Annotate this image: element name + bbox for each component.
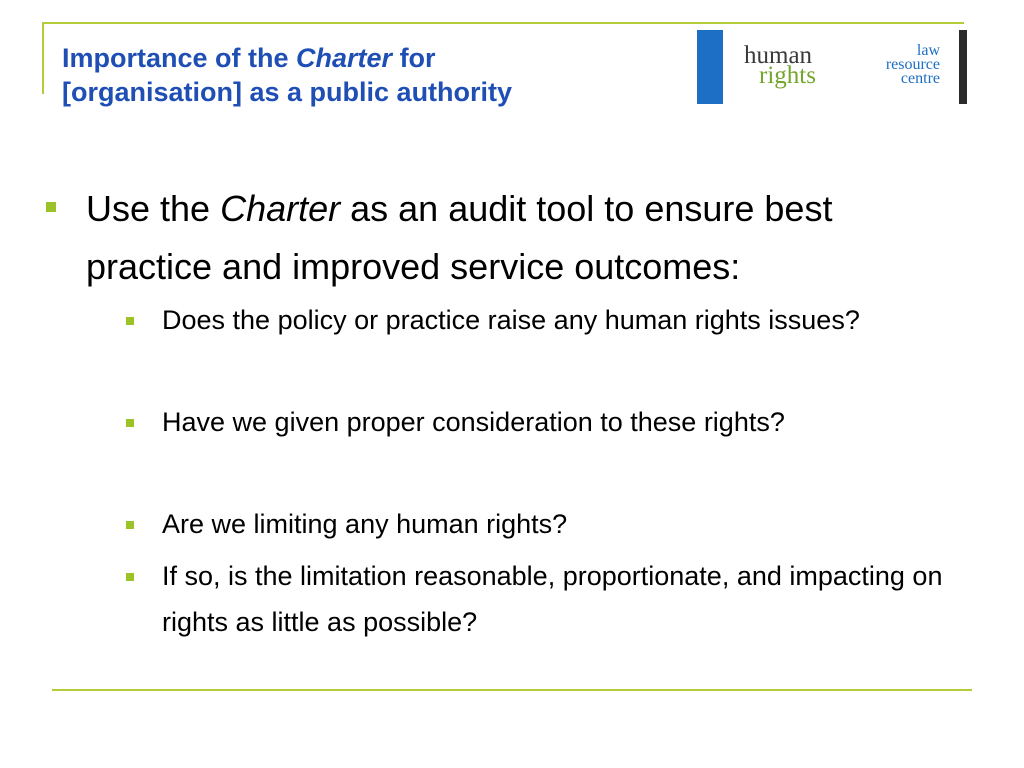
title-line2: [organisation] as a public authority — [62, 77, 513, 107]
title-part1: Importance of the — [62, 43, 297, 73]
logo-rights-text: rights — [759, 62, 816, 89]
sub-bullet-marker — [126, 419, 134, 427]
sub-bullet-marker — [126, 573, 134, 581]
logo-human-text: human — [744, 42, 813, 69]
sub-bullet-text: Does the policy or practice raise any human rights issues? — [162, 305, 860, 335]
title-part3: for — [392, 43, 436, 73]
main-bullet-part3: as an audit tool to ensure best practice and improved service outcomes: — [86, 188, 833, 287]
logo-law-resource-centre — [850, 44, 940, 86]
title-part2-italic: Charter — [296, 43, 393, 73]
header-frame-left-line — [42, 22, 44, 94]
header-frame-top-line — [42, 22, 964, 24]
sub-bullet-text: Have we given proper consideration to these rights? — [162, 407, 785, 437]
logo-centre-text: centre — [900, 70, 940, 87]
footer-divider — [52, 689, 972, 691]
sub-bullet-text: If so, is the limitation reasonable, proportionate, and impacting on rights as little as possible? — [162, 561, 943, 637]
sub-bullet-marker — [126, 521, 134, 529]
slide-title — [62, 41, 662, 109]
main-bullet-part2-italic: Charter — [220, 188, 341, 229]
bullet-marker — [46, 202, 56, 212]
sub-bullet-marker — [126, 317, 134, 325]
sub-bullet-text: Are we limiting any human rights? — [162, 509, 568, 539]
main-bullet-text — [86, 180, 966, 296]
main-bullet-part1: Use the — [86, 188, 221, 229]
logo-blue-bar — [697, 30, 723, 104]
logo-resource-text: resource — [885, 56, 940, 73]
logo-law-text: law — [916, 42, 940, 59]
logo-black-bar — [959, 30, 967, 104]
